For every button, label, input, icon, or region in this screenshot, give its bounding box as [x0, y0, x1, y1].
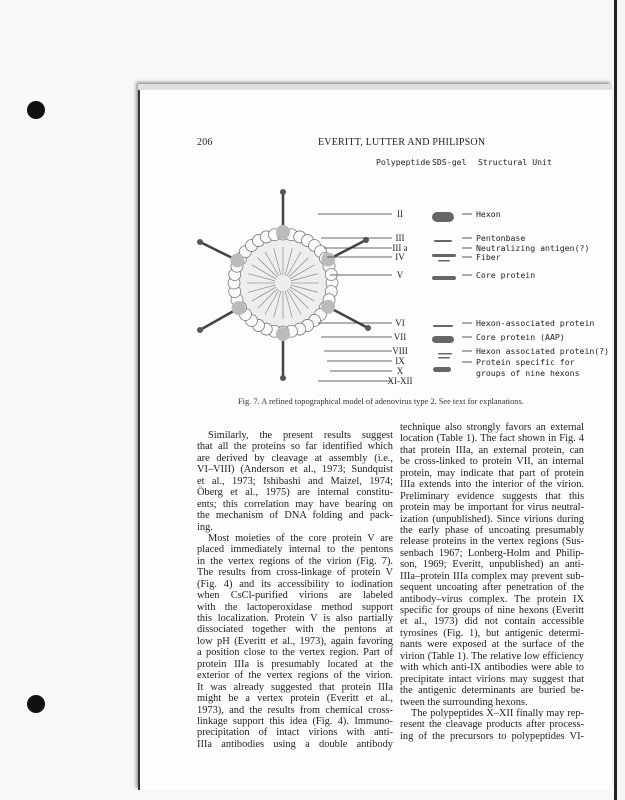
gel-band: [432, 336, 454, 343]
text-line: protein may be important for virus neutral-: [400, 502, 584, 514]
gel-band: [433, 325, 453, 327]
figure-row: [327, 356, 575, 367]
structural-unit-label: Hexon associated protein(?): [476, 346, 610, 356]
binder-hole: [27, 695, 45, 713]
figure-row: [327, 252, 501, 262]
penton: [276, 327, 290, 341]
col-header-structural-unit: Structural Unit: [478, 157, 552, 167]
structural-unit-label: Protein specific for: [476, 357, 575, 367]
gel-band: [432, 254, 456, 257]
hexon: [325, 268, 337, 280]
figure-row: [318, 376, 413, 386]
text-line: dissociated together with the pentons at: [197, 624, 393, 636]
polypeptide-label: X: [396, 366, 404, 376]
polypeptide-label: VII: [393, 332, 407, 342]
penton: [321, 253, 335, 267]
text-line: ization (unpublished). Since virions during: [400, 513, 584, 525]
fiber-knob: [280, 375, 286, 381]
text-line: resent the cleavage products after process-: [400, 719, 584, 731]
text-line: Öberg et al., 1975) are internal constitu-: [197, 487, 393, 499]
fiber-knob: [280, 189, 286, 195]
text-line: with the lactoperoxidase method support: [197, 601, 393, 613]
polypeptide-label: IX: [395, 356, 405, 366]
penton: [321, 300, 335, 314]
left-text-column: [197, 430, 393, 750]
text-line: VI–VIII) (Anderson et al., 1973; Sundquist: [197, 464, 393, 476]
polypeptide-label: II: [397, 209, 403, 219]
text-line: exterior of the vertex regions of the virion.: [197, 670, 393, 682]
text-line: the mechanism of DNA folding and pack-: [197, 510, 393, 522]
figure-caption: Fig. 7. A refined topographical model of adenovirus type 2. See text for explanations.: [238, 397, 524, 406]
text-line: tyrosines (Fig. 1), but antigenic determi-: [400, 627, 584, 639]
gel-band: [438, 357, 450, 359]
text-line: the early phase of uncoating presumably: [400, 524, 584, 536]
structural-unit-label: Core protein (AAP): [476, 332, 565, 342]
text-line: release proteins in the vertex regions (Sus-: [400, 536, 584, 548]
polypeptide-label: III a: [392, 243, 408, 253]
polypeptide-label: VI: [395, 318, 405, 328]
text-line: a position close to the vertex region. Part of: [197, 647, 393, 659]
text-line: tween the surrounding hexons.: [400, 696, 528, 708]
col-header-sds-gel: SDS-gel: [432, 157, 467, 167]
figure-row: [318, 318, 594, 328]
text-line: placed immediately internal to the pentons: [197, 544, 393, 556]
text-line: protein, may indicate that part of protein: [400, 467, 584, 479]
figure-row: [321, 233, 525, 243]
text-line: that protein IIIa, an external protein, can: [400, 444, 584, 456]
penton: [232, 301, 246, 315]
text-line: (Fig. 4) and its accessibility to iodination: [197, 578, 393, 590]
fiber-knob: [197, 239, 203, 245]
text-line: when CsCl-purified virions are labeled: [197, 590, 393, 602]
text-line: antibody–virus complex. The protein IX: [400, 593, 584, 605]
text-line: IIIa–protein IIIa complex may prevent sub-: [400, 570, 584, 582]
virion-diagram: [197, 189, 371, 381]
text-line: Similarly, the present results suggest: [208, 430, 393, 441]
text-line: ing of the precursors to polypeptides VI-: [400, 730, 584, 742]
penton: [276, 225, 290, 239]
text-line: technique also strongly favors an external: [400, 422, 584, 433]
text-line: senbach 1967; Lonberg-Holm and Philip-: [400, 547, 584, 559]
right-text-column: [400, 422, 584, 742]
text-line: that all the proteins so far identified which: [197, 441, 393, 453]
figure-row: [330, 270, 535, 280]
text-line: precipitate intact virions may suggest that: [400, 673, 584, 685]
text-line: It was already suggested that protein IIIa: [197, 681, 393, 693]
text-line: the antigenic determinants are buried be-: [400, 685, 584, 697]
text-line: virion (Table 1). The relative low efficiency: [400, 650, 584, 662]
text-line: ing.: [197, 521, 213, 533]
text-line: IIIa antibodies using a double antibody: [197, 738, 393, 750]
figure-row: [324, 243, 589, 257]
text-line: sequent uncoating after penetration of the: [400, 582, 584, 594]
gel-band: [438, 353, 452, 355]
text-line: specific for groups of nine hexons (Everitt: [400, 605, 584, 616]
text-line: be cross-linked to protein VII, an internal: [400, 456, 584, 468]
page-number: 206: [197, 137, 213, 148]
text-line: nants were exposed at the surface of the: [400, 639, 584, 651]
structural-unit-label: Core protein: [476, 270, 536, 280]
text-line: might be a vertex protein (Everitt et al.,: [197, 693, 393, 705]
text-line: this localization. Protein V is also partially: [197, 613, 393, 624]
figure-row: [321, 332, 565, 343]
text-line: 1973), and the results from chemical cross-: [197, 704, 393, 716]
polypeptide-label: XI-XII: [387, 376, 413, 386]
text-line: protein IIIa is presumably located at the: [197, 658, 393, 670]
col-header-polypeptide: Polypeptide: [376, 157, 431, 167]
text-line: The results from cross-linkage of protein V: [197, 567, 393, 579]
text-line: precipitation of intact virions with anti-: [197, 727, 393, 739]
text-line: et al., 1973; Ishibashi and Maizel, 1974;: [197, 475, 393, 487]
structural-unit-label: groups of nine hexons: [476, 368, 580, 378]
structural-unit-label: Neutralizing antigen(?): [476, 243, 590, 253]
text-line: are derived by cleavage at assembly (i.e.,: [197, 452, 393, 464]
text-line: with which anti-IX antibodies were able to: [400, 662, 584, 674]
penton: [230, 253, 244, 267]
text-line: et al., 1973) did not contain accessible: [400, 616, 584, 628]
gel-band: [432, 212, 454, 222]
figure-row: [318, 209, 501, 222]
text-line: Most moieties of the core protein V are: [208, 532, 393, 544]
text-line: location (Table 1). The fact shown in Fig. 4: [400, 433, 584, 445]
polypeptide-label: III: [395, 233, 405, 243]
polypeptide-label: VIII: [392, 346, 408, 356]
text-line: son, 1969; Everitt, unpublished) an anti-: [400, 559, 584, 571]
fiber-knob: [365, 325, 371, 331]
text-line: The polypeptides X–XII finally may rep-: [411, 707, 584, 719]
gel-band: [433, 367, 451, 372]
running-head: EVERITT, LUTTER AND PHILIPSON: [318, 137, 486, 148]
polypeptide-label: V: [396, 270, 404, 280]
structural-unit-label: Fiber: [476, 252, 501, 262]
text-line: linkage support this idea (Fig. 4). Immuno-: [197, 715, 393, 727]
text-line: IIIa extends into the interior of the virion.: [400, 479, 584, 491]
structural-unit-label: Hexon: [476, 209, 501, 219]
figure-row: [324, 346, 609, 356]
gel-band: [438, 260, 450, 262]
gel-band: [434, 240, 452, 242]
structural-unit-label: Pentonbase: [476, 233, 526, 243]
text-line: in the vertex regions of the virion (Fig. 7).: [197, 555, 393, 567]
text-line: Preliminary evidence suggests that this: [400, 490, 584, 502]
text-line: ents; this correlation may have bearing on: [197, 498, 393, 510]
fiber-knob: [197, 327, 203, 333]
structural-unit-label: Hexon-associated protein: [476, 318, 595, 328]
polypeptide-label: IV: [395, 252, 405, 262]
figure-row: [330, 366, 580, 378]
text-line: low pH (Everitt et al., 1973), again favoring: [197, 635, 393, 647]
gel-band: [432, 276, 456, 280]
